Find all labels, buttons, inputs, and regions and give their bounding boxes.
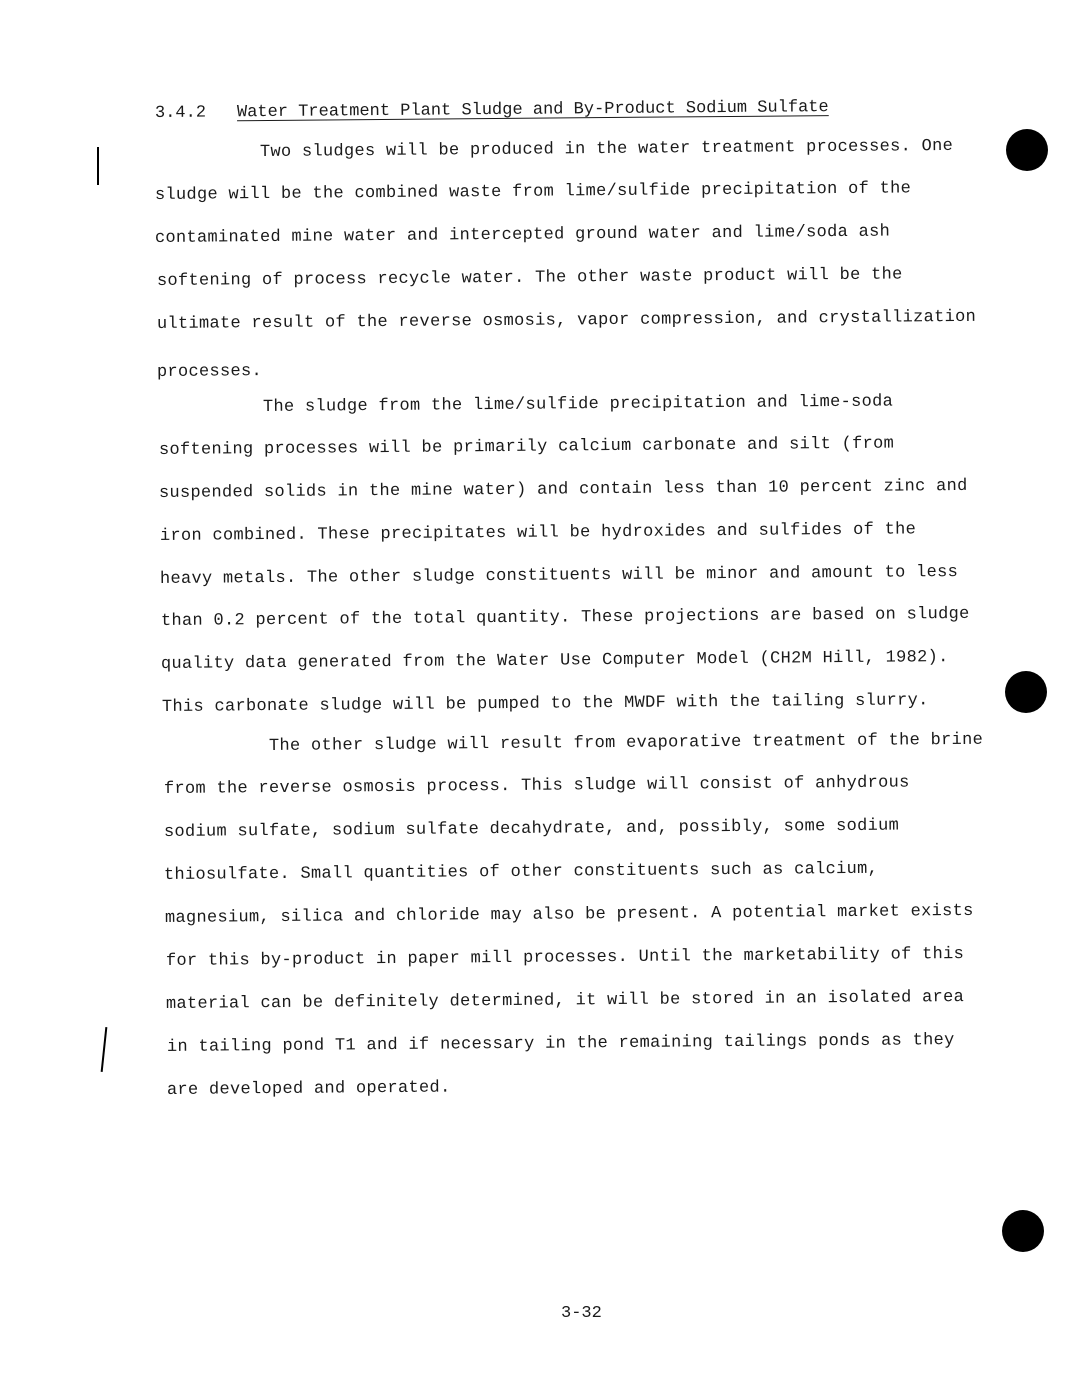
body-line: in tailing pond T1 and if necessary in the remaining tailings ponds as they [166,1031,955,1057]
body-line: sodium sulfate, sodium sulfate decahydrate, and, possibly, some sodium [163,816,900,842]
revision-bar [97,147,99,185]
body-line: for this by-product in paper mill processes. Until the marketability of this [165,945,965,971]
body-line: contaminated mine water and intercepted ground water and lime/soda ash [154,222,891,248]
body-line: processes. [156,362,263,382]
body-line: The sludge from the lime/sulfide precipitation and lime-soda [262,392,894,417]
punch-hole [1006,129,1048,171]
body-line: Two sludges will be produced in the water treatment processes. One [259,136,954,162]
body-line: heavy metals. The other sludge constituents will be minor and amount to less [159,563,959,589]
body-line: softening of process recycle water. The other waste product will be the [156,265,903,291]
page-number: 3-32 [561,1304,602,1323]
body-line: material can be definitely determined, it will be stored in an isolated area [165,988,965,1014]
body-line: ultimate result of the reverse osmosis, vapor compression, and crystallization [156,307,977,334]
body-line: quality data generated from the Water Use Computer Model (CH2M Hill, 1982). [160,648,949,674]
body-line: suspended solids in the mine water) and contain less than 10 percent zinc and [158,476,968,503]
punch-hole [1005,671,1047,713]
section-number: 3.4.2 [154,103,207,123]
body-line: than 0.2 percent of the total quantity. These projections are based on sludge [160,604,970,631]
body-line: softening processes will be primarily calcium carbonate and silt (from [158,434,895,460]
body-line: This carbonate sludge will be pumped to the MWDF with the tailing slurry. [161,691,929,717]
body-line: The other sludge will result from evaporative treatment of the brine [268,730,984,756]
revision-bar [101,1027,108,1072]
body-line: thiosulfate. Small quantities of other constituents such as calcium, [163,859,879,885]
section-heading [155,98,829,123]
body-line: magnesium, silica and chloride may also be present. A potential market exists [164,901,974,928]
body-line: sludge will be the combined waste from lime/sulfide precipitation of the [154,179,912,205]
body-line: from the reverse osmosis process. This sludge will consist of anhydrous [163,773,910,799]
body-line: are developed and operated. [166,1078,451,1100]
body-line: iron combined. These precipitates will be hydroxides and sulfides of the [159,520,917,546]
punch-hole [1002,1210,1044,1252]
section-title: Water Treatment Plant Sludge and By-Product Sodium Sulfate [236,98,829,123]
